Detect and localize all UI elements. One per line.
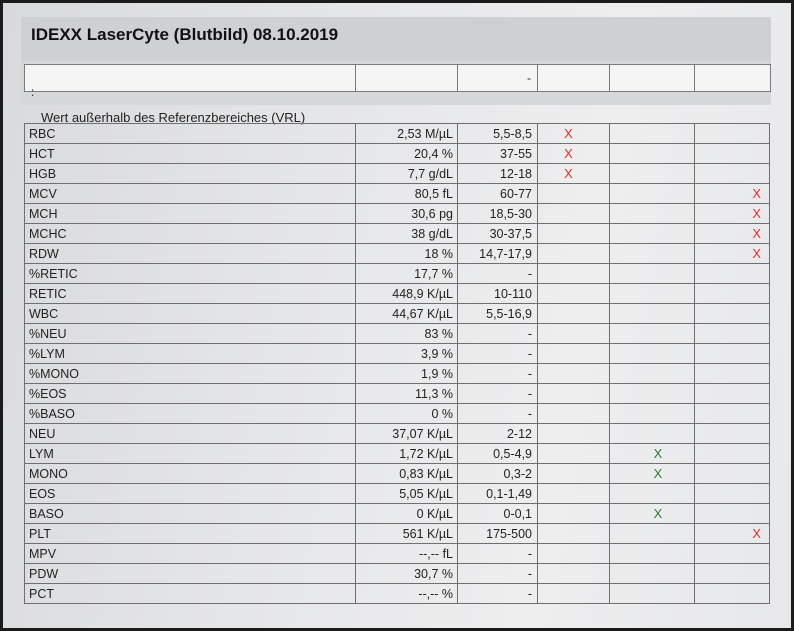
- parameter-value: 83 %: [356, 324, 458, 344]
- reference-range: 12-18: [458, 164, 538, 184]
- reference-range: -: [458, 564, 538, 584]
- parameter-name: MCH: [25, 204, 356, 224]
- table-row: [25, 324, 770, 344]
- flag-cell: [610, 344, 695, 364]
- report-title: IDEXX LaserCyte (Blutbild) 08.10.2019: [31, 25, 339, 44]
- flag-cell: [610, 184, 695, 204]
- header-cell-value: [356, 65, 458, 92]
- flag-cell: [538, 484, 610, 504]
- lab-report-page: [3, 3, 791, 628]
- flag-cell: [610, 144, 695, 164]
- header-cell-name: [25, 65, 356, 92]
- table-row: [25, 544, 770, 564]
- table-row: [25, 444, 770, 464]
- parameter-name: %RETIC: [25, 264, 356, 284]
- reference-range: 5,5-8,5: [458, 124, 538, 144]
- parameter-value: 2,53 M/µL: [356, 124, 458, 144]
- flag-cell: [538, 404, 610, 424]
- table-row: [25, 384, 770, 404]
- table-row: [25, 244, 770, 264]
- flag-cell: [538, 504, 610, 524]
- reference-range: 0-0,1: [458, 504, 538, 524]
- flag-cell: [610, 164, 695, 184]
- flag-cell: [695, 324, 770, 344]
- parameter-value: 20,4 %: [356, 144, 458, 164]
- parameter-name: %BASO: [25, 404, 356, 424]
- flag-cell: X: [538, 164, 610, 184]
- flag-cell: [538, 284, 610, 304]
- flag-cell: [538, 184, 610, 204]
- flag-cell: X: [610, 464, 695, 484]
- parameter-value: 30,6 pg: [356, 204, 458, 224]
- parameter-value: 0 K/µL: [356, 504, 458, 524]
- parameter-value: 561 K/µL: [356, 524, 458, 544]
- flag-cell: [610, 404, 695, 424]
- flag-cell: [610, 284, 695, 304]
- flag-cell: [610, 324, 695, 344]
- parameter-name: HCT: [25, 144, 356, 164]
- flag-cell: [538, 524, 610, 544]
- parameter-name: BASO: [25, 504, 356, 524]
- flag-cell: [695, 484, 770, 504]
- flag-cell: [695, 444, 770, 464]
- reference-range: -: [458, 264, 538, 284]
- flag-cell: [538, 344, 610, 364]
- header-cell-flag: [610, 65, 695, 92]
- parameter-name: %EOS: [25, 384, 356, 404]
- flag-cell: [695, 544, 770, 564]
- reference-range: 0,1-1,49: [458, 484, 538, 504]
- flag-cell: [538, 424, 610, 444]
- parameter-name: HGB: [25, 164, 356, 184]
- table-row: [25, 124, 770, 144]
- parameter-value: 0,83 K/µL: [356, 464, 458, 484]
- parameter-value: 11,3 %: [356, 384, 458, 404]
- table-row: [25, 564, 770, 584]
- flag-cell: X: [538, 144, 610, 164]
- parameter-name: PCT: [25, 584, 356, 604]
- flag-cell: [538, 264, 610, 284]
- parameter-name: PLT: [25, 524, 356, 544]
- parameter-name: MPV: [25, 544, 356, 564]
- reference-range: -: [458, 384, 538, 404]
- flag-cell: X: [695, 524, 770, 544]
- flag-cell: [610, 544, 695, 564]
- flag-cell: [610, 584, 695, 604]
- flag-cell: [610, 264, 695, 284]
- parameter-name: %NEU: [25, 324, 356, 344]
- flag-cell: [538, 464, 610, 484]
- table-row: [25, 464, 770, 484]
- colon-marker: :: [31, 85, 35, 99]
- flag-cell: X: [695, 244, 770, 264]
- flag-cell: [695, 564, 770, 584]
- reference-range: -: [458, 344, 538, 364]
- flag-cell: [610, 424, 695, 444]
- parameter-value: --,-- fL: [356, 544, 458, 564]
- flag-cell: [538, 584, 610, 604]
- flag-cell: [538, 564, 610, 584]
- parameter-name: LYM: [25, 444, 356, 464]
- flag-cell: [610, 484, 695, 504]
- results-table: [24, 123, 770, 604]
- table-row: [25, 164, 770, 184]
- table-row: [25, 224, 770, 244]
- flag-cell: [695, 584, 770, 604]
- flag-cell: [610, 524, 695, 544]
- parameter-name: %MONO: [25, 364, 356, 384]
- flag-cell: [695, 464, 770, 484]
- flag-cell: [695, 504, 770, 524]
- header-cell-ref: -: [458, 65, 538, 92]
- flag-cell: [695, 384, 770, 404]
- reference-range: -: [458, 544, 538, 564]
- parameter-name: MCHC: [25, 224, 356, 244]
- flag-cell: [538, 204, 610, 224]
- table-row: [25, 484, 770, 504]
- flag-cell: X: [695, 184, 770, 204]
- parameter-name: PDW: [25, 564, 356, 584]
- parameter-value: 80,5 fL: [356, 184, 458, 204]
- flag-cell: [538, 544, 610, 564]
- flag-cell: X: [610, 444, 695, 464]
- parameter-name: RETIC: [25, 284, 356, 304]
- parameter-value: 38 g/dL: [356, 224, 458, 244]
- reference-range: 2-12: [458, 424, 538, 444]
- table-row: [25, 524, 770, 544]
- flag-cell: [538, 444, 610, 464]
- flag-cell: [610, 224, 695, 244]
- reference-range: 37-55: [458, 144, 538, 164]
- flag-cell: [695, 424, 770, 444]
- table-row: [25, 584, 770, 604]
- parameter-value: 37,07 K/µL: [356, 424, 458, 444]
- flag-cell: [695, 344, 770, 364]
- parameter-name: %LYM: [25, 344, 356, 364]
- reference-range: 5,5-16,9: [458, 304, 538, 324]
- flag-cell: [695, 124, 770, 144]
- parameter-value: 17,7 %: [356, 264, 458, 284]
- table-row: [25, 344, 770, 364]
- table-row: [25, 204, 770, 224]
- reference-range: 18,5-30: [458, 204, 538, 224]
- flag-cell: [695, 144, 770, 164]
- parameter-value: 7,7 g/dL: [356, 164, 458, 184]
- reference-range: -: [458, 584, 538, 604]
- flag-cell: [695, 364, 770, 384]
- flag-cell: [610, 204, 695, 224]
- parameter-name: RDW: [25, 244, 356, 264]
- reference-range: 175-500: [458, 524, 538, 544]
- reference-range: 14,7-17,9: [458, 244, 538, 264]
- reference-range: 60-77: [458, 184, 538, 204]
- flag-cell: [695, 264, 770, 284]
- table-row: [25, 184, 770, 204]
- parameter-name: NEU: [25, 424, 356, 444]
- table-row: [25, 504, 770, 524]
- flag-cell: X: [695, 204, 770, 224]
- flag-cell: [538, 244, 610, 264]
- reference-range: -: [458, 404, 538, 424]
- parameter-value: 1,72 K/µL: [356, 444, 458, 464]
- flag-cell: [695, 404, 770, 424]
- table-row: [25, 424, 770, 444]
- table-row: [25, 264, 770, 284]
- parameter-name: EOS: [25, 484, 356, 504]
- parameter-value: --,-- %: [356, 584, 458, 604]
- parameter-name: WBC: [25, 304, 356, 324]
- flag-cell: [610, 384, 695, 404]
- table-row: [25, 144, 770, 164]
- flag-cell: [538, 324, 610, 344]
- flag-cell: X: [695, 224, 770, 244]
- table-row: [25, 284, 770, 304]
- flag-cell: [610, 564, 695, 584]
- flag-cell: [538, 304, 610, 324]
- reference-range: 10-110: [458, 284, 538, 304]
- flag-cell: [538, 364, 610, 384]
- parameter-value: 0 %: [356, 404, 458, 424]
- parameter-name: MCV: [25, 184, 356, 204]
- parameter-value: 3,9 %: [356, 344, 458, 364]
- flag-cell: X: [610, 504, 695, 524]
- flag-cell: [538, 224, 610, 244]
- table-row: [25, 364, 770, 384]
- flag-cell: [695, 284, 770, 304]
- header-cell-flag: [538, 65, 610, 92]
- flag-cell: [610, 364, 695, 384]
- header-row-table: [24, 64, 771, 92]
- reference-range: -: [458, 324, 538, 344]
- vrl-label: Wert außerhalb des Referenzbereiches (VRL): [41, 110, 306, 125]
- parameter-value: 30,7 %: [356, 564, 458, 584]
- flag-cell: X: [538, 124, 610, 144]
- parameter-name: RBC: [25, 124, 356, 144]
- flag-cell: [610, 304, 695, 324]
- flag-cell: [538, 384, 610, 404]
- parameter-name: MONO: [25, 464, 356, 484]
- flag-cell: [610, 124, 695, 144]
- flag-cell: [695, 304, 770, 324]
- reference-range: -: [458, 364, 538, 384]
- table-row: [25, 304, 770, 324]
- flag-cell: [695, 164, 770, 184]
- parameter-value: 1,9 %: [356, 364, 458, 384]
- parameter-value: 448,9 K/µL: [356, 284, 458, 304]
- parameter-value: 18 %: [356, 244, 458, 264]
- reference-range: 30-37,5: [458, 224, 538, 244]
- table-row: [25, 404, 770, 424]
- reference-range: 0,3-2: [458, 464, 538, 484]
- reference-range: 0,5-4,9: [458, 444, 538, 464]
- flag-cell: [610, 244, 695, 264]
- parameter-value: 5,05 K/µL: [356, 484, 458, 504]
- header-cell-flag: [695, 65, 771, 92]
- parameter-value: 44,67 K/µL: [356, 304, 458, 324]
